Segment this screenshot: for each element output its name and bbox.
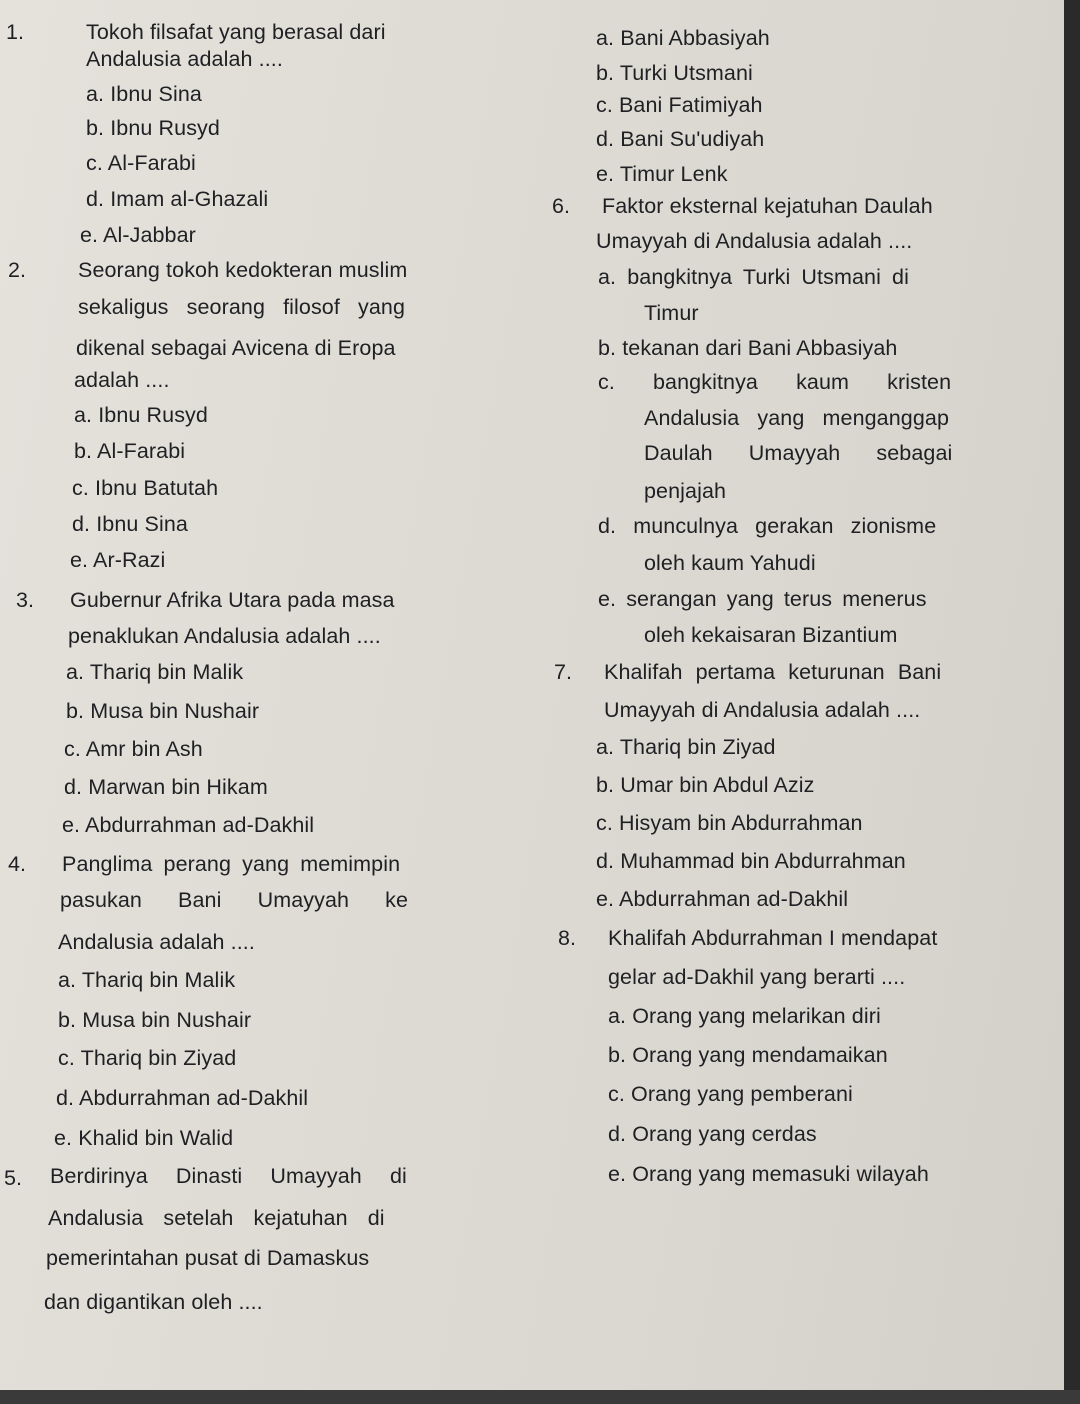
question-3-number: 3. — [16, 588, 35, 612]
question-7-option-c: c. Hisyam bin Abdurrahman — [596, 811, 863, 835]
question-7-number: 7. — [554, 660, 573, 684]
question-3-stem-line-1: Gubernur Afrika Utara pada masa — [70, 588, 395, 612]
question-3-option-c: c. Amr bin Ash — [64, 737, 203, 761]
question-3-option-d: d. Marwan bin Hikam — [64, 775, 268, 799]
question-5-option-d: d. Bani Su'udiyah — [596, 127, 765, 151]
question-6-number: 6. — [552, 194, 571, 218]
question-2-stem-line-3: dikenal sebagai Avicena di Eropa — [76, 336, 396, 360]
question-5-stem-line-4: dan digantikan oleh .... — [44, 1290, 263, 1314]
question-1-option-a: a. Ibnu Sina — [86, 82, 202, 106]
question-4-option-e: e. Khalid bin Walid — [54, 1126, 234, 1150]
question-7-stem-line-2: Umayyah di Andalusia adalah .... — [604, 698, 921, 722]
question-6-option-a-line-1: a. bangkitnya Turki Utsmani di — [598, 265, 909, 289]
question-1-option-b: b. Ibnu Rusyd — [86, 116, 220, 140]
question-2-option-c: c. Ibnu Batutah — [72, 476, 219, 500]
page-bottom-edge — [0, 1390, 1080, 1404]
question-3-option-b: b. Musa bin Nushair — [66, 699, 260, 723]
question-6-option-c-line-2: Andalusia yang menganggap — [644, 406, 950, 430]
question-3-option-e: e. Abdurrahman ad-Dakhil — [62, 813, 315, 837]
question-4-option-b: b. Musa bin Nushair — [58, 1008, 252, 1032]
question-6-option-c-line-4: penjajah — [644, 479, 727, 503]
question-2-number: 2. — [8, 258, 27, 282]
question-8-stem-line-2: gelar ad-Dakhil yang berarti .... — [608, 965, 906, 989]
question-8-stem-line-1: Khalifah Abdurrahman I mendapat — [608, 926, 938, 950]
question-4-stem-line-2: pasukan Bani Umayyah ke — [60, 888, 409, 912]
question-8-option-e: e. Orang yang memasuki wilayah — [608, 1162, 929, 1186]
question-2-stem-line-2: sekaligus seorang filosof yang — [78, 295, 406, 319]
question-6-option-d-line-2: oleh kaum Yahudi — [644, 551, 816, 575]
question-6-stem-line-1: Faktor eksternal kejatuhan Daulah — [602, 194, 933, 218]
page-edge-shadow — [1064, 0, 1080, 1404]
question-2-stem-line-1: Seorang tokoh kedokteran muslim — [78, 258, 408, 282]
question-2-option-e: e. Ar-Razi — [70, 548, 166, 572]
question-2-option-d: d. Ibnu Sina — [72, 512, 188, 536]
question-1-option-e: e. Al-Jabbar — [80, 223, 196, 247]
question-7-option-a: a. Thariq bin Ziyad — [596, 735, 776, 759]
question-2-option-b: b. Al-Farabi — [74, 439, 186, 463]
question-5-option-b: b. Turki Utsmani — [596, 61, 753, 85]
question-6-option-a-line-2: Timur — [644, 301, 699, 325]
question-3-option-a: a. Thariq bin Malik — [66, 660, 244, 684]
question-5-number: 5. — [4, 1166, 23, 1190]
question-4-option-d: d. Abdurrahman ad-Dakhil — [56, 1086, 309, 1110]
question-8-option-c: c. Orang yang pemberani — [608, 1082, 853, 1106]
question-7-option-e: e. Abdurrahman ad-Dakhil — [596, 887, 849, 911]
question-8-number: 8. — [558, 926, 577, 950]
question-5-stem-line-2: Andalusia setelah kejatuhan di — [48, 1206, 385, 1230]
question-7-option-d: d. Muhammad bin Abdurrahman — [596, 849, 906, 873]
question-7-stem-line-1: Khalifah pertama keturunan Bani — [604, 660, 942, 684]
question-4-number: 4. — [8, 852, 27, 876]
question-6-option-d-line-1: d. munculnya gerakan zionisme — [598, 514, 937, 538]
question-6-option-e-line-2: oleh kekaisaran Bizantium — [644, 623, 898, 647]
question-8-option-b: b. Orang yang mendamaikan — [608, 1043, 888, 1067]
question-4-stem-line-3: Andalusia adalah .... — [58, 930, 255, 954]
question-5-option-e: e. Timur Lenk — [596, 162, 728, 186]
question-1-stem-line-2: Andalusia adalah .... — [86, 47, 283, 71]
question-1-stem-line-1: Tokoh filsafat yang berasal dari — [86, 20, 386, 44]
question-2-stem-line-4: adalah .... — [74, 368, 170, 392]
question-6-option-b: b. tekanan dari Bani Abbasiyah — [598, 336, 898, 360]
question-5-option-a: a. Bani Abbasiyah — [596, 26, 770, 50]
question-4-stem-line-1: Panglima perang yang memimpin — [62, 852, 401, 876]
question-2-option-a: a. Ibnu Rusyd — [74, 403, 208, 427]
question-1-number: 1. — [6, 20, 25, 44]
question-5-stem-line-3: pemerintahan pusat di Damaskus — [46, 1246, 370, 1270]
question-5-stem-line-1: Berdirinya Dinasti Umayyah di — [50, 1164, 407, 1188]
question-6-option-c-line-1: c. bangkitnya kaum kristen — [598, 370, 952, 394]
question-6-option-e-line-1: e. serangan yang terus menerus — [598, 587, 927, 611]
question-1-option-c: c. Al-Farabi — [86, 151, 196, 175]
question-3-stem-line-2: penaklukan Andalusia adalah .... — [68, 624, 381, 648]
question-5-option-c: c. Bani Fatimiyah — [596, 93, 763, 117]
question-8-option-a: a. Orang yang melarikan diri — [608, 1004, 881, 1028]
question-6-option-c-line-3: Daulah Umayyah sebagai — [644, 441, 953, 465]
question-4-option-c: c. Thariq bin Ziyad — [58, 1046, 237, 1070]
question-6-stem-line-2: Umayyah di Andalusia adalah .... — [596, 229, 913, 253]
question-8-option-d: d. Orang yang cerdas — [608, 1122, 817, 1146]
question-4-option-a: a. Thariq bin Malik — [58, 968, 236, 992]
question-7-option-b: b. Umar bin Abdul Aziz — [596, 773, 815, 797]
question-1-option-d: d. Imam al-Ghazali — [86, 187, 269, 211]
